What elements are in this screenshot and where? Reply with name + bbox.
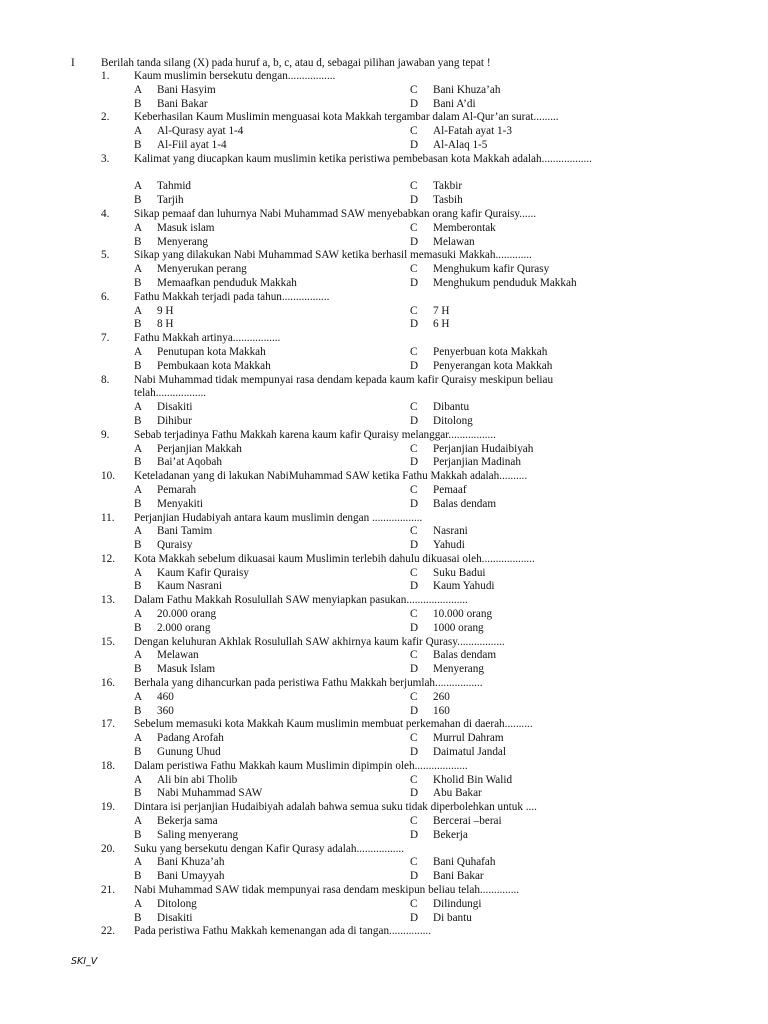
option-letter: D	[410, 318, 419, 331]
option-text: Menyakiti	[157, 497, 203, 510]
question-text: Fathu Makkah terjadi pada tahun.................	[134, 290, 330, 303]
option-letter: B	[134, 787, 142, 800]
option-letter: C	[410, 566, 418, 579]
option-letter: B	[134, 621, 142, 634]
option-letter: D	[410, 194, 419, 207]
question-item	[0, 884, 768, 925]
option-letter: D	[410, 276, 419, 289]
option-letter: A	[134, 401, 143, 414]
question-text: Berhala yang dihancurkan pada peristiwa Fathu Makkah berjumlah.................	[134, 677, 483, 690]
option-text: Bani Quhafah	[433, 856, 496, 869]
option-text: Dihibur	[157, 414, 192, 427]
option-text: Bai’at Aqobah	[157, 456, 222, 469]
option-letter: D	[410, 870, 419, 883]
option-letter: A	[134, 856, 143, 869]
footer-code: SKI_V	[71, 956, 98, 967]
option-text: Perjanjian Madinah	[433, 456, 521, 469]
option-letter: A	[134, 732, 143, 745]
option-text: Yahudi	[433, 539, 465, 552]
option-text: Dibantu	[433, 401, 470, 414]
option-letter: C	[410, 180, 418, 193]
question-number: 3.	[101, 152, 110, 165]
option-text: Disakiti	[157, 401, 193, 414]
option-text: Al-Fatah ayat 1-3	[433, 125, 512, 138]
option-letter: B	[134, 746, 142, 759]
option-letter: D	[410, 746, 419, 759]
question-item	[0, 677, 768, 718]
question-item	[0, 636, 768, 677]
option-letter: C	[410, 649, 418, 662]
option-letter: C	[410, 732, 418, 745]
option-letter: A	[134, 690, 143, 703]
option-letter: B	[134, 663, 142, 676]
option-text: 6 H	[433, 318, 450, 331]
question-item	[0, 718, 768, 759]
option-letter: C	[410, 401, 418, 414]
option-text: 7 H	[433, 304, 450, 317]
question-number: 12.	[101, 552, 115, 565]
option-text: Menghukum penduduk Makkah	[433, 276, 577, 289]
question-item	[0, 291, 768, 332]
question-text: Nabi Muhammad SAW tidak mempunyai rasa dendam meskipun beliau telah..............	[134, 884, 520, 897]
option-text: Quraisy	[157, 539, 193, 552]
question-item	[0, 594, 768, 635]
option-text: Murrul Dahram	[433, 732, 504, 745]
option-letter: B	[134, 704, 142, 717]
question-item	[0, 470, 768, 511]
option-text: Di bantu	[433, 911, 472, 924]
option-letter: A	[134, 897, 143, 910]
option-letter: C	[410, 897, 418, 910]
option-letter: D	[410, 138, 419, 151]
question-text: Dintara isi perjanjian Hudaibiyah adalah bahwa semua suku tidak diperbolehkan untuk ....	[134, 801, 537, 814]
option-text: Memaafkan penduduk Makkah	[157, 276, 297, 289]
option-text: Menghukum kafir Qurasy	[433, 263, 550, 276]
option-letter: C	[410, 815, 418, 828]
question-item	[0, 553, 768, 594]
option-letter: A	[134, 815, 143, 828]
option-letter: A	[134, 345, 143, 358]
option-letter: B	[134, 870, 142, 883]
question-text: Fathu Makkah artinya.................	[134, 332, 281, 345]
option-letter: B	[134, 456, 142, 469]
question-item	[0, 111, 768, 152]
option-text: Masuk Islam	[157, 663, 216, 676]
option-letter: D	[410, 235, 419, 248]
question-number: 4.	[101, 207, 110, 220]
option-text: Masuk islam	[157, 221, 215, 234]
section-number: I	[71, 57, 75, 69]
question-item	[0, 429, 768, 470]
option-text: Bani Bakar	[433, 870, 484, 883]
question-number: 2.	[101, 111, 110, 124]
option-text: Balas dendam	[433, 497, 497, 510]
question-text: Perjanjian Hudabiyah antara kaum muslimin dengan ..................	[134, 511, 423, 524]
question-item	[0, 801, 768, 842]
option-text: Melawan	[433, 235, 475, 248]
option-letter: C	[410, 856, 418, 869]
option-text: Al-Qurasy ayat 1-4	[157, 125, 244, 138]
option-letter: A	[134, 304, 143, 317]
option-text: Daimatul Jandal	[433, 746, 507, 759]
section-instruction: Berilah tanda silang (X) pada huruf a, b, c, atau d, sebagai pilihan jawaban yang tepat !	[101, 57, 491, 69]
option-text: Disakiti	[157, 911, 193, 924]
option-text: Padang Arofah	[157, 732, 224, 745]
option-text: Kholid Bin Walid	[433, 773, 513, 786]
question-number: 11.	[101, 511, 115, 524]
option-text: Al-Alaq 1-5	[433, 138, 488, 151]
option-letter: B	[134, 138, 142, 151]
question-text: Kota Makkah sebelum dikuasai kaum Muslimin terlebih dahulu dikuasai oleh...................	[134, 552, 535, 565]
option-letter: A	[134, 125, 143, 138]
option-text: Bercerai –berai	[433, 815, 502, 828]
option-letter: D	[410, 704, 419, 717]
option-letter: B	[134, 828, 142, 841]
option-letter: A	[134, 649, 143, 662]
option-text: Bani Bakar	[157, 97, 208, 110]
option-letter: D	[410, 828, 419, 841]
option-text: Gunung Uhud	[157, 746, 221, 759]
option-text: Al-Fiil ayat 1-4	[157, 138, 227, 151]
option-text: 9 H	[157, 304, 174, 317]
option-letter: B	[134, 97, 142, 110]
option-letter: B	[134, 911, 142, 924]
option-letter: B	[134, 194, 142, 207]
question-number: 21.	[101, 884, 115, 897]
option-letter: D	[410, 97, 419, 110]
question-number: 7.	[101, 332, 110, 345]
option-text: Abu Bakar	[433, 787, 482, 800]
question-text: Suku yang bersekutu dengan Kafir Qurasy adalah.................	[134, 842, 404, 855]
option-letter: D	[410, 456, 419, 469]
question-number: 8.	[101, 373, 110, 386]
question-text: Sikap pemaaf dan luhurnya Nabi Muhammad SAW menyebabkan orang kafir Quraisy......	[134, 207, 537, 220]
option-letter: A	[134, 180, 143, 193]
option-letter: C	[410, 442, 418, 455]
option-text: Bekerja	[433, 828, 468, 841]
option-text: Menyerang	[433, 663, 484, 676]
option-letter: D	[410, 621, 419, 634]
question-number: 6.	[101, 290, 110, 303]
option-text: Takbir	[433, 180, 463, 193]
option-letter: A	[134, 608, 143, 621]
option-text: 160	[433, 704, 450, 717]
option-text: Perjanjian Makkah	[157, 442, 242, 455]
option-letter: C	[410, 773, 418, 786]
option-letter: B	[134, 497, 142, 510]
option-text: Bani Khuza’ah	[433, 83, 501, 96]
option-letter: A	[134, 263, 143, 276]
option-text: Kaum Yahudi	[433, 580, 495, 593]
option-text: 360	[157, 704, 174, 717]
option-letter: D	[410, 539, 419, 552]
option-letter: C	[410, 221, 418, 234]
question-text: Kalimat yang diucapkan kaum muslimin ketika peristiwa pembebasan kota Makkah adalah..................	[134, 152, 592, 165]
question-number: 1.	[101, 70, 110, 82]
option-text: Dilindungi	[433, 897, 482, 910]
option-text: Tahmid	[157, 180, 192, 193]
question-text: Dengan keluhuran Akhlak Rosulullah SAW akhirnya kaum kafir Qurasy.................	[134, 635, 505, 648]
option-letter: D	[410, 580, 419, 593]
option-text: Menyerukan perang	[157, 263, 247, 276]
question-number: 19.	[101, 801, 115, 814]
option-letter: C	[410, 525, 418, 538]
option-text: 460	[157, 690, 174, 703]
question-number: 15.	[101, 635, 115, 648]
question-number: 5.	[101, 249, 110, 262]
option-letter: B	[134, 235, 142, 248]
option-text: Pemaaf	[433, 483, 467, 496]
question-item	[0, 374, 768, 429]
question-number: 22.	[101, 925, 115, 938]
option-text: 2.000 orang	[157, 621, 211, 634]
option-letter: D	[410, 663, 419, 676]
question-item	[0, 925, 768, 939]
option-letter: A	[134, 442, 143, 455]
option-letter: C	[410, 304, 418, 317]
option-text: Ditolong	[157, 897, 197, 910]
option-letter: A	[134, 483, 143, 496]
question-text: Sebab terjadinya Fathu Makkah karena kaum kafir Quraisy melanggar.................	[134, 428, 496, 441]
option-text: Ali bin abi Tholib	[157, 773, 238, 786]
question-item	[0, 332, 768, 373]
question-text: Keteladanan yang di lakukan NabiMuhammad SAW ketika Fathu Makkah adalah..........	[134, 470, 528, 483]
option-letter: D	[410, 359, 419, 372]
option-letter: D	[410, 787, 419, 800]
question-text: Sebelum memasuki kota Makkah Kaum muslimin membuat perkemahan di daerah..........	[134, 718, 533, 731]
option-text: Suku Badui	[433, 566, 486, 579]
option-letter: B	[134, 318, 142, 331]
option-text: Tasbih	[433, 194, 463, 207]
option-text: Memberontak	[433, 221, 496, 234]
option-letter: C	[410, 345, 418, 358]
option-text: Bani A’di	[433, 97, 476, 110]
question-number: 20.	[101, 842, 115, 855]
question-list	[0, 70, 768, 939]
option-text: Pemarah	[157, 483, 197, 496]
option-text: Kaum Kafir Quraisy	[157, 566, 249, 579]
option-text: Bani Hasyim	[157, 83, 216, 96]
question-item	[0, 70, 768, 111]
question-item	[0, 512, 768, 553]
option-letter: C	[410, 608, 418, 621]
option-text: Penyerbuan kota Makkah	[433, 345, 548, 358]
question-item	[0, 208, 768, 249]
option-letter: C	[410, 125, 418, 138]
option-text: Ditolong	[433, 414, 473, 427]
option-text: 10.000 orang	[433, 608, 493, 621]
option-letter: A	[134, 773, 143, 786]
option-text: Pembukaan kota Makkah	[157, 359, 271, 372]
option-letter: D	[410, 414, 419, 427]
option-text: Menyerang	[157, 235, 208, 248]
option-letter: A	[134, 525, 143, 538]
question-text: Keberhasilan Kaum Muslimin menguasai kota Makkah tergambar dalam Al-Qur’an surat.........	[134, 111, 559, 124]
option-text: Balas dendam	[433, 649, 497, 662]
option-text: Saling menyerang	[157, 828, 239, 841]
question-text: Kaum muslimin bersekutu dengan.................	[134, 70, 336, 82]
question-text: Sikap yang dilakukan Nabi Muhammad SAW ketika berhasil memasuki Makkah.............	[134, 249, 532, 262]
option-letter: B	[134, 580, 142, 593]
option-text: Nasrani	[433, 525, 468, 538]
option-text: Perjanjian Hudaibiyah	[433, 442, 534, 455]
option-text: Nabi Muhammad SAW	[157, 787, 263, 800]
option-letter: A	[134, 221, 143, 234]
option-text: 260	[433, 690, 450, 703]
option-text: 20.000 orang	[157, 608, 217, 621]
question-number: 13.	[101, 594, 115, 607]
question-item	[0, 153, 768, 208]
question-number: 10.	[101, 470, 115, 483]
question-text: Pada peristiwa Fathu Makkah kemenangan ada di tangan...............	[134, 925, 432, 938]
option-letter: C	[410, 690, 418, 703]
option-text: Kaum Nasrani	[157, 580, 222, 593]
question-text: Nabi Muhammad tidak mempunyai rasa dendam kepada kaum kafir Quraisy meskipun beliau telah..................	[134, 373, 554, 400]
option-text: Melawan	[157, 649, 199, 662]
option-letter: C	[410, 263, 418, 276]
option-letter: C	[410, 483, 418, 496]
option-letter: D	[410, 497, 419, 510]
option-text: Tarjih	[157, 194, 184, 207]
option-text: Bani Khuza’ah	[157, 856, 225, 869]
question-item	[0, 249, 768, 290]
option-letter: B	[134, 414, 142, 427]
option-letter: B	[134, 276, 142, 289]
question-text: Dalam Fathu Makkah Rosulullah SAW menyiapkan pasukan......................	[134, 594, 468, 607]
option-letter: B	[134, 359, 142, 372]
option-text: Bekerja sama	[157, 815, 218, 828]
option-text: 1000 orang	[433, 621, 484, 634]
question-text: Dalam peristiwa Fathu Makkah kaum Muslimin dipimpin oleh...................	[134, 759, 468, 772]
question-number: 17.	[101, 718, 115, 731]
question-item	[0, 760, 768, 801]
question-number: 16.	[101, 677, 115, 690]
option-text: Bani Umayyah	[157, 870, 225, 883]
option-text: Penutupan kota Makkah	[157, 345, 266, 358]
option-text: Bani Tamim	[157, 525, 213, 538]
question-item	[0, 843, 768, 884]
option-letter: D	[410, 911, 419, 924]
option-letter: B	[134, 539, 142, 552]
question-number: 9.	[101, 428, 110, 441]
option-text: Penyerangan kota Makkah	[433, 359, 553, 372]
option-text: 8 H	[157, 318, 174, 331]
option-letter: A	[134, 83, 143, 96]
option-letter: A	[134, 566, 143, 579]
option-letter: C	[410, 83, 418, 96]
question-number: 18.	[101, 759, 115, 772]
